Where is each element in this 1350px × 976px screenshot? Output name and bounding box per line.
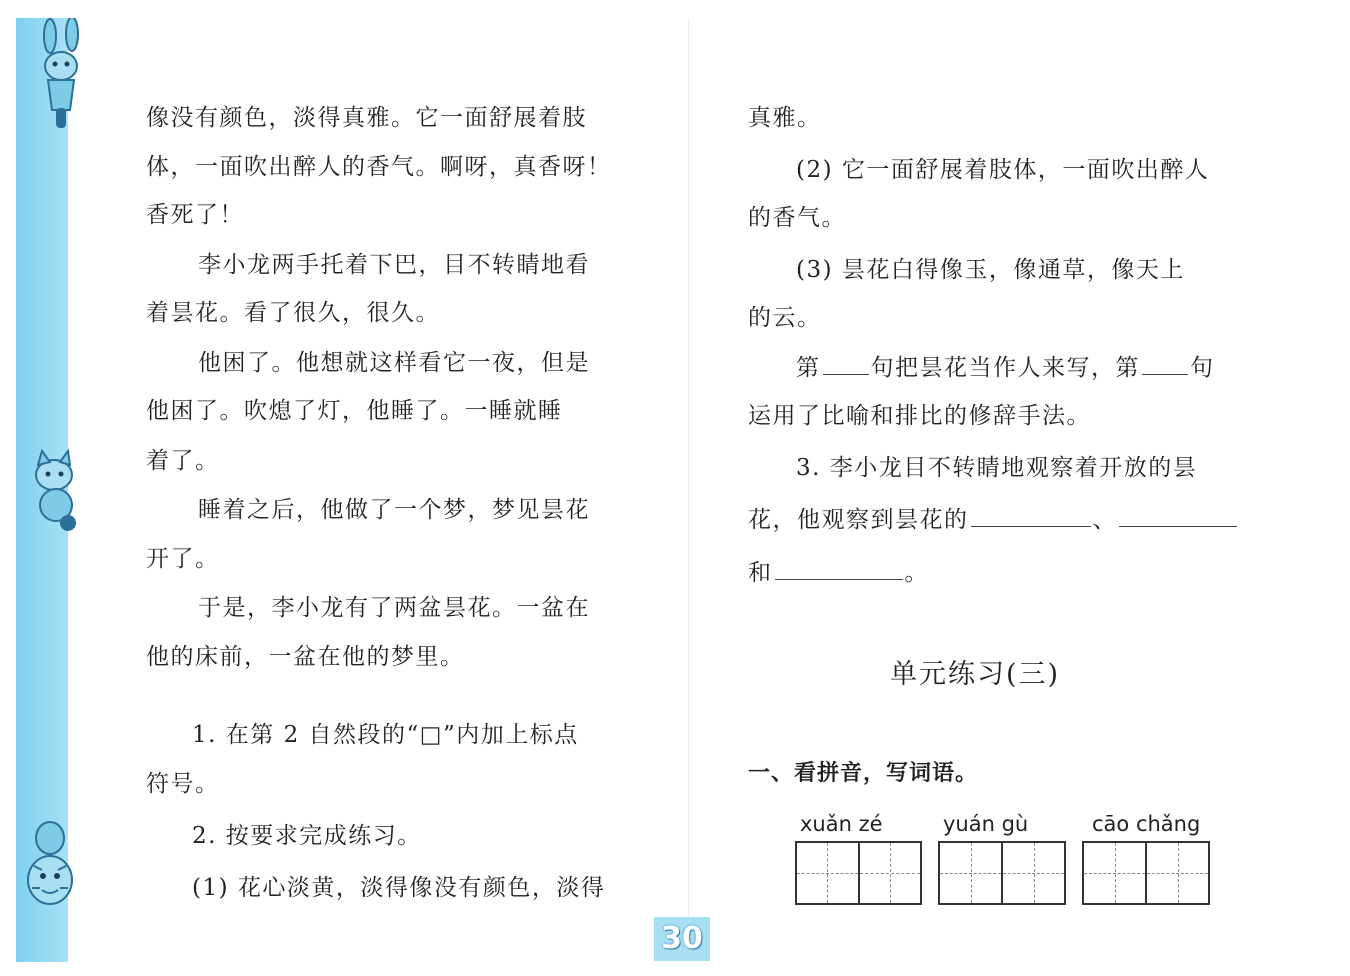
question-3-fill-line (748, 505, 1239, 535)
question-2: 2. 按要求完成练习。 (192, 823, 422, 849)
unit-title: 单元练习(三) (890, 659, 1061, 690)
answer-blank[interactable] (1119, 525, 1237, 527)
text-line: 着了。 (146, 448, 220, 474)
section-heading: 一、看拼音，写词语。 (748, 761, 979, 786)
question-3: 3. 李小龙目不转睛地观察着开放的昙 (796, 455, 1198, 481)
pinyin-label: yuán gù (943, 812, 1029, 836)
text-line: 着昙花。看了很久，很久。 (146, 300, 440, 326)
fill-text: 、 (1092, 507, 1117, 533)
question-2-item-2: (2) 它一面舒展着肢体，一面吹出醉人 (796, 157, 1210, 183)
text-line: 李小龙两手托着下巴，目不转睛地看 (198, 252, 590, 278)
text-line: 运用了比喻和排比的修辞手法。 (748, 403, 1091, 429)
question-2-item-3: (3) 昙花白得像玉，像通草，像天上 (796, 257, 1185, 283)
writing-grid[interactable] (795, 841, 922, 905)
fill-text: 句 (1190, 355, 1215, 381)
answer-blank[interactable] (823, 373, 869, 375)
page-fold (688, 20, 689, 920)
fill-text: 第 (796, 355, 821, 381)
text-line: 像没有颜色，淡得真雅。它一面舒展着肢 (146, 105, 587, 131)
fill-text: 。 (904, 560, 929, 586)
pinyin-label: cāo chǎng (1092, 812, 1201, 836)
page-number: 30 (654, 917, 710, 961)
writing-cell[interactable] (940, 843, 1003, 903)
question-1: 1. 在第 2 自然段的“□”内加上标点 (192, 722, 579, 748)
question-3-fill-line-2 (748, 558, 929, 588)
text-line: 他困了。他想就这样看它一夜，但是 (198, 350, 590, 376)
answer-blank[interactable] (1142, 373, 1188, 375)
writing-cell[interactable] (797, 843, 860, 903)
question-1-cont: 符号。 (146, 771, 220, 797)
cat-mascot-icon (20, 445, 88, 535)
text-line: 睡着之后，他做了一个梦，梦见昙花 (198, 497, 590, 523)
fill-text: 和 (748, 560, 773, 586)
text-line: 香死了！ (146, 202, 244, 228)
fill-text: 句把昙花当作人来写，第 (870, 355, 1140, 381)
answer-blank[interactable] (775, 578, 903, 580)
answer-blank[interactable] (971, 525, 1091, 527)
text-line: 于是，李小龙有了两盆昙花。一盆在 (198, 595, 590, 621)
pinyin-label: xuǎn zé (800, 812, 883, 836)
writing-cell[interactable] (860, 843, 921, 903)
question-2-item-1: (1) 花心淡黄，淡得像没有颜色，淡得 (192, 875, 606, 901)
text-line: 体，一面吹出醉人的香气。啊呀，真香呀！ (146, 154, 612, 180)
writing-cell[interactable] (1084, 843, 1147, 903)
writing-cell[interactable] (1003, 843, 1064, 903)
text-line: 的云。 (748, 305, 822, 331)
text-line: 他困了。吹熄了灯，他睡了。一睡就睡 (146, 398, 563, 424)
writing-grid[interactable] (1082, 841, 1210, 905)
text-line: 的香气。 (748, 205, 846, 231)
text-line: 真雅。 (748, 105, 822, 131)
fill-text: 花，他观察到昙花的 (748, 507, 969, 533)
text-line: 开了。 (146, 546, 220, 572)
text-line: 他的床前，一盆在他的梦里。 (146, 644, 465, 670)
rabbit-mascot-icon (28, 18, 98, 133)
writing-cell[interactable] (1147, 843, 1208, 903)
tiger-mascot-icon (20, 818, 82, 918)
writing-grid[interactable] (938, 841, 1066, 905)
question-2-fill-line (796, 353, 1215, 383)
